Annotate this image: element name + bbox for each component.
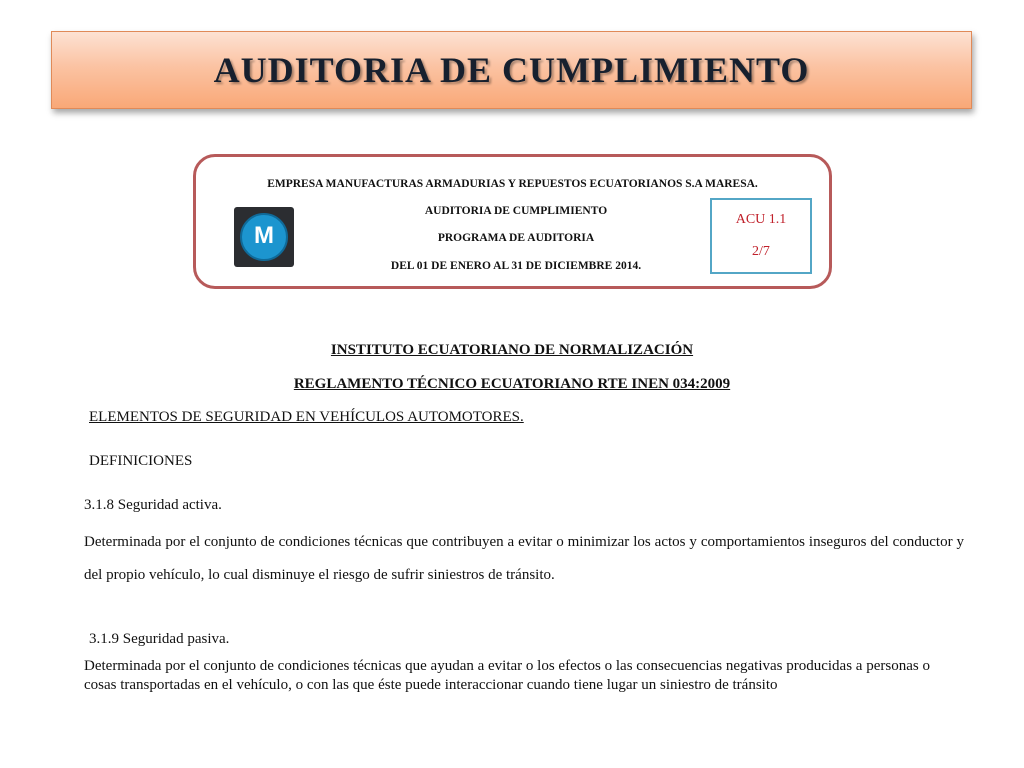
section-318-text: Determinada por el conjunto de condiciones técnicas que contribuyen a evitar o minimizar los actos y comportamientos inseguros del conductor y del propio vehículo, lo cual disminuye el riesgo de sufrir siniestros de tránsito. xyxy=(84,534,964,583)
page-indicator: 2/7 xyxy=(752,244,770,259)
slide-title: AUDITORIA DE CUMPLIMIENTO xyxy=(213,50,810,90)
audit-period: DEL 01 DE ENERO AL 31 DE DICIEMBRE 2014. xyxy=(390,260,642,272)
audit-header-box xyxy=(193,154,832,289)
logo-circle-icon xyxy=(240,213,288,261)
elements-heading: ELEMENTOS DE SEGURIDAD EN VEHÍCULOS AUTOMOTORES. xyxy=(89,409,524,425)
section-319-title: 3.1.9 Seguridad pasiva. xyxy=(89,631,230,647)
reference-code: ACU 1.1 xyxy=(735,212,787,227)
section-318-title: 3.1.8 Seguridad activa. xyxy=(84,497,222,513)
audit-program: PROGRAMA DE AUDITORIA xyxy=(437,232,595,244)
institute-heading: INSTITUTO ECUATORIANO DE NORMALIZACIÓN xyxy=(330,342,694,358)
section-319-text: Determinada por el conjunto de condiciones técnicas que ayudan a evitar o los efectos o las consecuencias negativas producidas a personas o cosas transportadas en el vehículo, o con las que éste puede interaccionar cuando tiene lugar un siniestro de tránsito xyxy=(84,658,930,693)
company-name: EMPRESA MANUFACTURAS ARMADURIAS Y REPUESTOS ECUATORIANOS S.A MARESA. xyxy=(267,178,758,190)
company-logo xyxy=(234,207,294,267)
logo-letter: M xyxy=(254,222,274,249)
definitions-heading: DEFINICIONES xyxy=(89,453,193,469)
title-banner xyxy=(51,31,972,109)
reference-code-box xyxy=(710,198,812,274)
audit-type: AUDITORIA DE CUMPLIMIENTO xyxy=(424,205,608,217)
regulation-heading: REGLAMENTO TÉCNICO ECUATORIANO RTE INEN 034:2009 xyxy=(293,376,731,392)
